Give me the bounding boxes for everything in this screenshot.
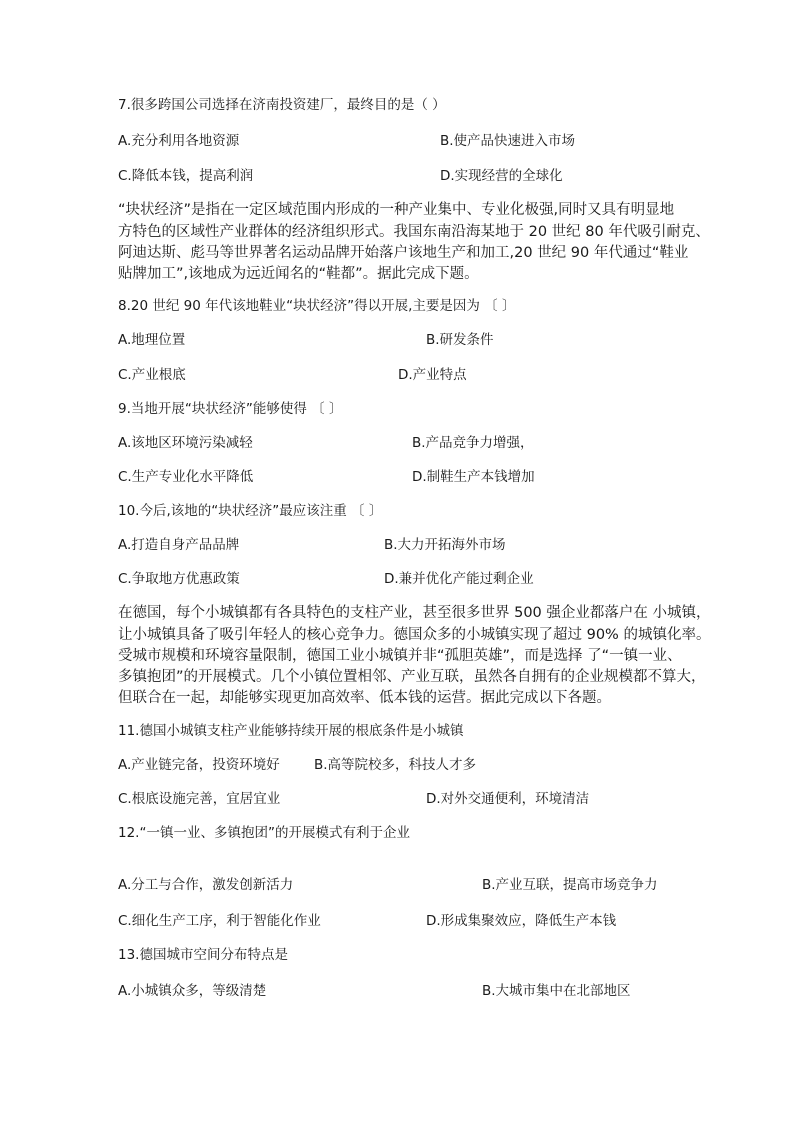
q13-stem: 13.德国城市空间分布特点是 <box>118 947 288 963</box>
q13-option-b: B.大城市集中在北部地区 <box>482 983 631 999</box>
q9-option-a: A.该地区环境污染减轻 <box>118 435 253 451</box>
q8-option-a: A.地理位置 <box>118 332 186 348</box>
q13-option-a: A.小城镇众多，等级清楚 <box>118 983 267 999</box>
q7-option-c: C.降低本钱，提高利润 <box>118 168 254 184</box>
q9-option-c: C.生产专业化水平降低 <box>118 469 254 485</box>
q12-stem: 12.“一镇一业、多镇抱团”的开展模式有利于企业 <box>118 825 410 841</box>
q8-stem: 8.20 世纪 90 年代该地鞋业“块状经济”得以开展,主要是因为 〔 〕 <box>118 298 516 314</box>
q10-option-c: C.争取地方优惠政策 <box>118 571 240 587</box>
q10-option-d: D.兼并优化产能过剩企业 <box>384 571 534 587</box>
q12-option-a: A.分工与合作，激发创新活力 <box>118 877 294 893</box>
q11-option-a: A.产业链完备，投资环境好 <box>118 757 280 773</box>
passage-line: 方特色的区域性产业群体的经济组织形式。我国东南沿海某地于 20 世纪 80 年代吸引耐克、 <box>118 224 710 240</box>
passage-line: 受城市规模和环境容量限制，德国工业小城镇并非“孤胆英雄”，而是选择 了“一镇一业、 <box>118 648 682 664</box>
q8-option-b: B.研发条件 <box>426 332 494 348</box>
q11-stem: 11.德国小城镇支柱产业能够持续开展的根底条件是小城镇 <box>118 723 464 739</box>
q10-stem: 10.今后,该地的“块状经济”最应该注重 〔 〕 <box>118 503 383 519</box>
passage-line: 阿迪达斯、彪马等世界著名运动品牌开始落户该地生产和加工,20 世纪 90 年代通过“鞋业 <box>118 245 689 261</box>
q7-stem: 7.很多跨国公司选择在济南投资建厂，最终目的是（ ） <box>118 97 446 113</box>
q8-option-d: D.产业特点 <box>398 367 467 383</box>
q9-stem: 9.当地开展“块状经济”能够使得 〔 〕 <box>118 401 343 417</box>
q8-option-c: C.产业根底 <box>118 367 186 383</box>
q7-option-d: D.实现经营的全球化 <box>440 168 563 184</box>
passage-line: 但联合在一起，却能够实现更加高效率、低本钱的运营。据此完成以下各题。 <box>118 690 611 706</box>
q12-option-d: D.形成集聚效应，降低生产本钱 <box>426 913 617 929</box>
q12-option-b: B.产业互联，提高市场竞争力 <box>482 877 658 893</box>
q9-option-d: D.制鞋生产本钱增加 <box>412 469 535 485</box>
q10-option-a: A.打造自身产品品牌 <box>118 537 240 553</box>
q7-option-a: A.充分利用各地资源 <box>118 133 240 149</box>
passage-line: 贴牌加工”,该地成为远近闻名的“鞋都”。据此完成下题。 <box>118 266 479 282</box>
passage-line: 多镇抱团”的开展模式。几个小镇位置相邻、产业互联，虽然各自拥有的企业规模都不算大， <box>118 669 706 685</box>
q10-option-b: B.大力开拓海外市场 <box>384 537 506 553</box>
passage-line: “块状经济”是指在一定区域范围内形成的一种产业集中、专业化极强,同时又具有明显地 <box>118 202 675 218</box>
q11-option-c: C.根底设施完善，宜居宜业 <box>118 791 281 807</box>
passage-line: 让小城镇具备了吸引年轻人的核心竞争力。德国众多的小城镇实现了超过 90% 的城镇化率。 <box>118 627 711 643</box>
q9-option-b: B.产品竞争力增强， <box>412 435 534 451</box>
q11-option-b: B.高等院校多，科技人才多 <box>314 757 477 773</box>
passage-line: 在德国，每个小城镇都有各具特色的支柱产业，甚至很多世界 500 强企业都落户在 小城镇， <box>118 605 711 621</box>
q12-option-c: C.细化生产工序，利于智能化作业 <box>118 913 321 929</box>
q11-option-d: D.对外交通便利，环境清洁 <box>426 791 590 807</box>
q7-option-b: B.使产品快速进入市场 <box>440 133 576 149</box>
